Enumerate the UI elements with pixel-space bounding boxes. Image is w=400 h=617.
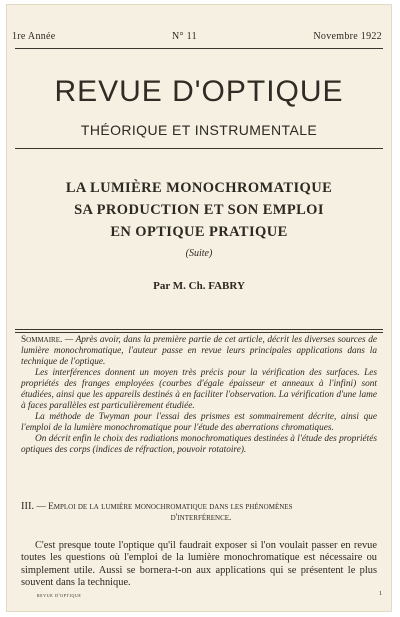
summary-rule-inner — [15, 332, 383, 333]
summary-lead: Sommaire. — [21, 335, 63, 345]
summary-paragraph — [21, 335, 377, 368]
issue-date: Novembre 1922 — [313, 31, 382, 42]
article-title-line: EN OPTIQUE PRATIQUE — [110, 224, 288, 240]
article-title-line: SA PRODUCTION ET SON EMPLOI — [74, 202, 324, 218]
summary-text: — Après avoir, dans la première partie de cet article, décrit les diverses sources de lumière monochromatique, l'auteur passe en revue leurs principales applications dans la technique de l'optique. — [21, 335, 377, 367]
summary-paragraph: On décrit enfin le choix des radiations monochromatiques destinées à l'étude des propriétés optiques des corps (indices de réfraction, pouvoir rotatoire). — [21, 434, 377, 455]
issue-number: N° 11 — [172, 31, 197, 42]
title-rule — [15, 148, 383, 149]
journal-title: REVUE D'OPTIQUE — [54, 75, 344, 108]
article-title — [7, 177, 391, 243]
article-suite: (Suite) — [185, 248, 213, 259]
masthead — [12, 31, 382, 42]
footer-mark: 1 — [379, 591, 382, 597]
body-paragraph: C'est presque toute l'optique qu'il faudrait exposer si l'on voulait passer en revue toutes les questions où l'emploi de la lumière monochromatique est nécessaire ou simplement utile. Aussi se bornera-t-on aux applications qui se présentent le plus souvent dans la technique. — [21, 540, 377, 589]
article-author: Par M. Ch. FABRY — [153, 280, 245, 292]
volume-year: 1re Année — [12, 31, 56, 42]
section-title: — Emploi de la lumière monochromatique dans les phénomènes — [34, 502, 293, 512]
section-heading — [21, 501, 381, 524]
masthead-rule — [15, 48, 383, 49]
running-footer: revue d'optique — [37, 594, 82, 599]
summary-paragraph: Les interférences donnent un moyen très précis pour la vérification des surfaces. Les propriétés des franges employées (courbes d'égale épaisseur et anneaux à l'infini) sont étudiées, ainsi que les appareils destinés à en faciliter l'observation. La vérification d'une lame à faces parallèles est particulièrement étudiée. — [21, 368, 377, 411]
summary-paragraph: La méthode de Twyman pour l'essai des prismes est sommairement décrite, ainsi que l'emploi de la lumière monochromatique pour l'étude des aberrations chromatiques. — [21, 412, 377, 433]
section-number: III. — [21, 501, 35, 512]
journal-page — [7, 5, 391, 611]
section-title-continued: d'interférence. — [170, 513, 232, 523]
journal-subtitle: THÉORIQUE ET INSTRUMENTALE — [80, 122, 318, 138]
summary-rule — [15, 329, 383, 330]
article-summary — [21, 335, 377, 456]
article-title-line: LA LUMIÈRE MONOCHROMATIQUE — [65, 180, 333, 196]
